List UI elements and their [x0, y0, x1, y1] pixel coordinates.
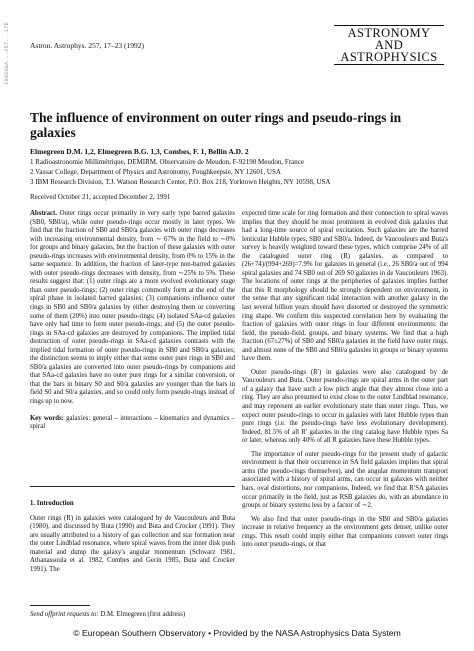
- offprint-note: [30, 611, 235, 618]
- left-column: [30, 210, 235, 432]
- keywords-label: Key words:: [30, 414, 64, 422]
- abstract-text: Outer rings occur primarily in very early type barred galaxies (SB0, SB0/a), while outer pseudo-rings occur mostly in later types. We find that the fraction of SB0 and SB0/a galaxies with outer rings decreases with increasing environmental density, from ∼ 67% in the field to ∼0% for groups and binary galaxies, but the fraction of these galaxies with outer pseudo-rings increases with environmental density, from 0% to 15% in the same sequence. In addition, the fraction of later-type non-barred galaxies with outer pseudo-rings decreases with density, from ∼25% to 5%. These results suggest that: (1) outer rings are a more evolved evolutionary stage than outer pseudo-rings; (2) outer rings commonly form at the end of the spiral phase in isolated barred galaxies; (3) companions influence outer rings in SB0 and SB0/a galaxies by either destroying them or converting some of them (20%) into outer pseudo-rings; (4) isolated SAa-cd galaxies have only had time to form outer pseudo-rings; and (5) the outer pseudo-rings in SAa-cd galaxies are destroyed by companions. The implied tidal destruction of outer pseudo-rings in SAa-cd galaxies contrasts with the implied tidal formation of outer pseudo-rings in SB0 and SB0/a galaxies; the distinction seems to imply either that some outer pure rings in SB0 and SB0/a galaxies are converted into outer pseudo-rings by companions and that SAa-cd galaxies have no outer pure rings for a similar conversion, or that the bars in binary S0 and S0/a galaxies are younger than the bars in field S0 and S0/a galaxies, and so could only form pseudo-rings instead of rings up to now.: [30, 210, 236, 406]
- right-paragraph-2: Outer pseudo-rings (R′) in galaxies were also catalogued by de Vaucouleurs and Buta. Outer pseudo-rings are spiral arms in the outer part of a galaxy that have such a low pitch angle that they almost close into a ring. They are also presumed to exist close to the outer Lindblad resonance, and may represent an earlier evolutionary state than outer rings. Thus, we expect outer pseudo-rings to occur in galaxies with later Hubble types than pure rings (i.e. the pseudo-rings have less evolutionary development). Indeed, 81.5% of all R′ galaxies in the ring catalog have Hubble types Sa or later, whereas only 40% of all R galaxies have these Hubble types.: [242, 368, 448, 445]
- received-date: Received October 21, accepted December 2, 1991: [30, 193, 171, 201]
- intro-text: Outer rings (R) in galaxies were catalogued by de Vaucouleurs and Buta (1980), and discussed by Buta (1990) and Buta and Crocker (1991). They are usually attributed to a history of gas collection and star formation near the outer Lindblad resonance, where spiral waves from the inner disk push material and dump the galaxy's angular momentum (Schwarz 1981, Athanassoula et al. 1982, Combes and Gerin 1985, Buta and Crocker 1991). The: [30, 514, 235, 573]
- offprint-name: D.M. Elmegreen (first address): [100, 611, 186, 618]
- journal-masthead: [334, 24, 444, 66]
- abstract-label: Abstract.: [30, 210, 57, 217]
- masthead-line-2: AND: [374, 38, 404, 52]
- keywords: [30, 415, 235, 432]
- right-paragraph-1: expected time scale for ring formation and their connection to spiral waves implies that they should be most prominent in evolved disk galaxies that had a long-time source of spiral excitation. Such galaxies are the barred lenticular Hubble types, SB0 and SB0/a. Indeed, de Vaucouleurs and Buta's survey is heavily weighted toward these types, which comprise 24% of all the catalogued outer ring (R) galaxies, as compared to (26+74)/(994+269)=7.9% for galaxies in general (i.e., 26 SB0/a out of 994 spiral galaxies and 74 SB0 out of 269 S0 galaxies in de Vaucouleurs 1963). The locations of outer rings at the peripheries of galaxies implies further that this R morphology should be strongly dependent on environment, in the sense that any significant tidal interaction with another galaxy in the last several billion years should have distorted or destroyed the symmetric ring shape. We confirm this suspected correlation here by evaluating the fraction of galaxies with outer rings in four different environments: the field, the pseudo-field, groups, and binary systems. We find that a high fraction (67±27%) of SB0 and SB0/a galaxies in the field have outer rings, and almost none of the SB0 and SB0/a galaxies in groups or binary systems have them.: [242, 210, 448, 363]
- journal-reference: Astron. Astrophys. 257, 17–23 (1992): [30, 41, 144, 50]
- masthead-line-3: ASTROPHYSICS: [340, 50, 438, 64]
- ads-footer: © European Southern Observatory • Provided by the NASA Astrophysics Data System: [73, 628, 401, 638]
- offprint-label: Send offprint requests to:: [30, 611, 99, 618]
- paper-title: The influence of environment on outer rings and pseudo-rings in galaxies: [30, 110, 402, 140]
- bibcode-stamp: 1992A&A...257...17E: [4, 22, 10, 85]
- right-column: [242, 210, 448, 550]
- intro-heading: 1. Introduction: [30, 500, 74, 507]
- affiliation-1: 1 Radioastronomie Millimétrique, DEMIRM, Observatoire de Meudon, F-92190 Meudon, France: [30, 158, 304, 166]
- abstract: [30, 210, 235, 407]
- affiliation-3: 3 IBM Research Division, T.J. Watson Research Center, P.O. Box 218, Yorktown Heights, NY 10598, USA: [30, 178, 331, 186]
- footnote-rule: [30, 605, 90, 606]
- abstract-divider: [30, 486, 235, 487]
- right-paragraph-3: The importance of outer pseudo-rings for the present study of galactic environment is that their occurrence in SA field galaxies implies that spiral arms (the pseudo-rings themselves), and the angular momentum transport associated with a history of spiral arms, can occur in galaxies with neither bars, oval distortions, nor companions. Indeed, we find that R′SA galaxies occur primarily in the field, just as RSB galaxies do, with an abundance in groups or binary systems less by a factor of ∼2.: [242, 450, 448, 510]
- author-list: Elmegreen D.M. 1,2, Elmegreen B.G. 1,3, Combes, F. 1, Bellin A.D. 2: [30, 147, 249, 156]
- right-paragraph-4: We also find that outer pseudo-rings in the SB0 and SB0/a galaxies increase in relative frequency as the environment gets denser, unlike outer rings. This result could imply either that companions convert outer rings into outer pseudo-rings, or that: [242, 515, 448, 549]
- masthead-line-1: ASTRONOMY: [347, 26, 431, 40]
- introduction-section: [30, 500, 235, 574]
- affiliation-2: 2 Vassar College, Department of Physics and Astronomy, Poughkeepsie, NY 12601, USA: [30, 168, 281, 176]
- affiliations: [30, 157, 450, 187]
- keywords-text: galaxies: general – interactions – kinematics and dynamics – spiral: [30, 414, 235, 431]
